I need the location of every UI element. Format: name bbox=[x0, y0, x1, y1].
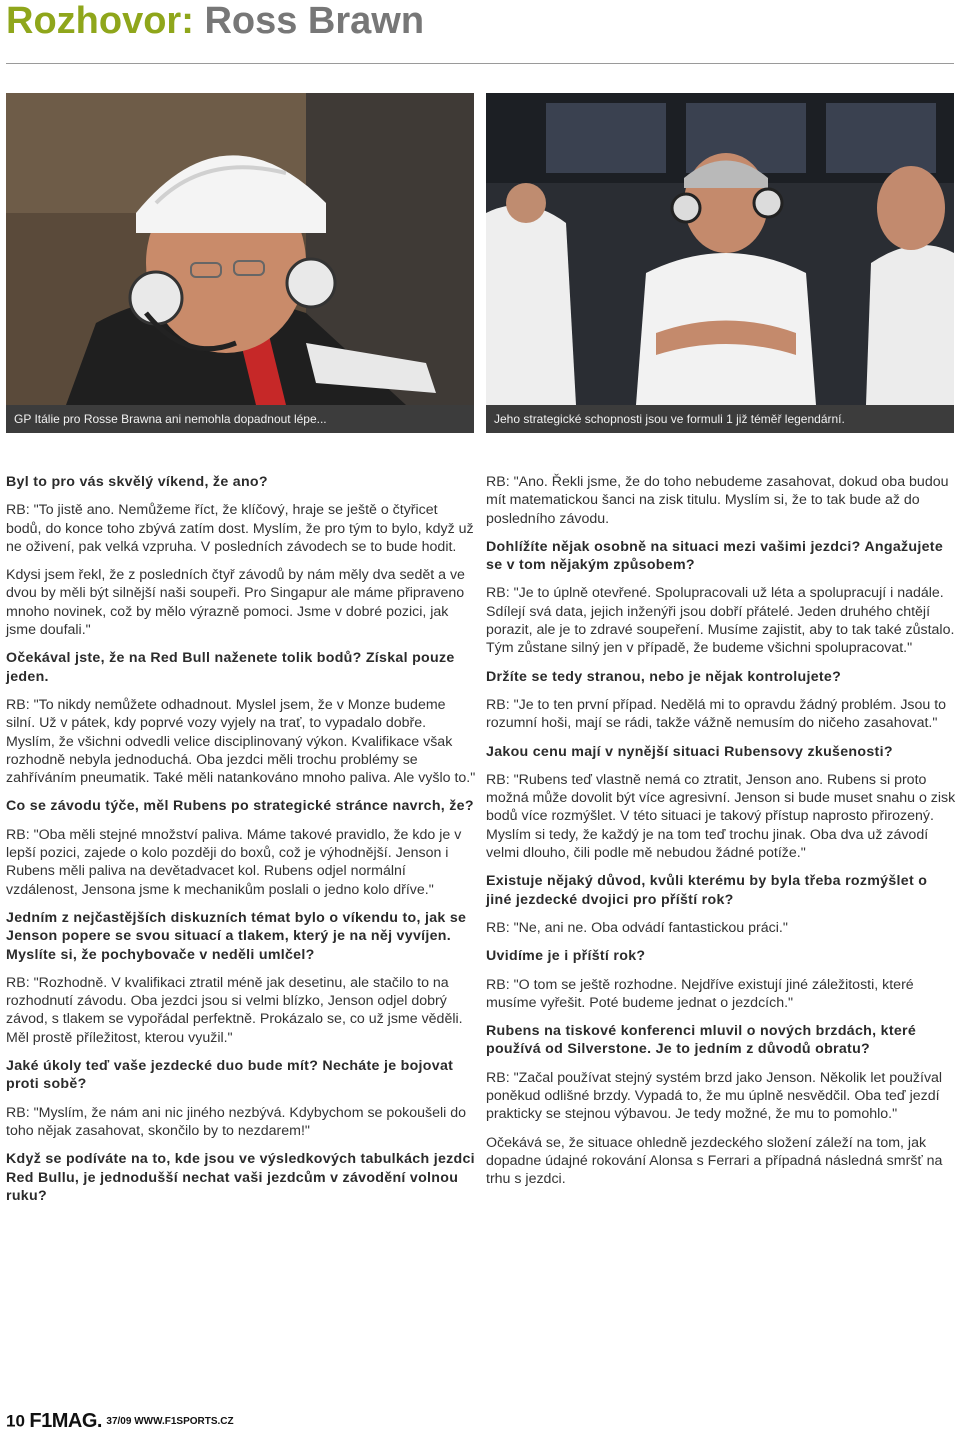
answer-paragraph: Očekává se, že situace ohledně jezdeckého složení záleží na tom, jak dopadne údajné rokování Alonsa s Ferrari a případná následná smršť na trhu s jezdci. bbox=[486, 1134, 943, 1188]
answer-paragraph: RB: "To nikdy nemůžete odhadnout. Myslel jsem, že v Monze budeme silní. Už v pátek, kdy poprvé vozy vyjely na trať, to vypadalo dobře. Myslím, že všichni odvedli velice disciplinovaný výkon. Kvalifikace však rozhodně nebyla jednoduchá. Oba jezdci měli trochu problémy se zahříváním pneumatik. Také měli natankováno mnoho paliva. Ale vyšlo to." bbox=[6, 696, 476, 787]
page-title bbox=[6, 0, 424, 46]
title-prefix: Rozhovor: bbox=[6, 0, 194, 42]
photo-right-caption: Jeho strategické schopnosti jsou ve formuli 1 již téměř legendární. bbox=[486, 405, 954, 433]
answer-paragraph: RB: "To jistě ano. Nemůžeme říct, že klíčový, hraje se ještě o čtyřicet bodů, do konce toho zbývá zatím dost. Myslím, že pro tým to bylo, když už ne oživení, pak velká vzpruha. V posledních závodech se to bude hodit. bbox=[6, 502, 474, 555]
title-rule bbox=[6, 63, 954, 64]
question-paragraph: Rubens na tiskové konferenci mluvil o nových brzdách, které používá od Silverstone. Je to jedním z důvodů obratu? bbox=[486, 1023, 917, 1058]
answer-paragraph: RB: "O tom se ještě rozhodne. Nejdříve existují jiné záležitosti, které musíme vyřešit. Poté budeme jednat o jezdcích." bbox=[486, 976, 914, 1011]
question-paragraph: Byl to pro vás skvělý víkend, že ano? bbox=[6, 474, 268, 490]
question-paragraph: Očekával jste, že na Red Bull naženete tolik bodů? Získal pouze jeden. bbox=[6, 650, 455, 685]
answer-paragraph: RB: "Rozhodně. V kvalifikaci ztratil méně jak desetinu, ale stačilo to na rozhodnutí závodu. Oba jezdci jsou si velmi blízko, Jenson odjel dobrý závod, s tlakem se vypořádal perfektně. Prokázalo se, co už jsme věděli. Měl prostě příležitost, kterou využil." bbox=[6, 974, 463, 1046]
page-number: 10 bbox=[6, 1411, 25, 1431]
pit-wall-image bbox=[486, 93, 954, 405]
question-paragraph: Jakou cenu mají v nynější situaci Rubensovy zkušenosti? bbox=[486, 743, 893, 760]
answer-paragraph: RB: "Začal používat stejný systém brzd jako Jenson. Několik let používal poněkud odlišné brzdy. Vypadá to, že mu úplně nesvědčil. Oba teď jezdí prakticky se stejnou výbavou. Je tedy možné, že mu to pomohlo." bbox=[486, 1069, 943, 1123]
issue-and-website: 37/09 WWW.F1SPORTS.CZ bbox=[106, 1416, 234, 1427]
photo-left bbox=[6, 93, 474, 433]
question-paragraph: Držíte se tedy stranou, nebo je nějak kontrolujete? bbox=[486, 668, 842, 685]
title-name: Ross Brawn bbox=[204, 0, 425, 42]
magazine-logo: F1MAG. bbox=[29, 1410, 102, 1432]
question-paragraph: Jaké úkoly teď vaše jezdecké duo bude mít? Necháte je bojovat proti sobě? bbox=[6, 1058, 454, 1093]
article-column-left bbox=[6, 473, 476, 1215]
question-paragraph: Dohlížíte nějak osobně na situaci mezi vašimi jezdci? Angažujete se v tom nějakým způsobem? bbox=[486, 538, 944, 574]
photo-right bbox=[486, 93, 954, 433]
question-paragraph: Když se podíváte na to, kde jsou ve výsledkových tabulkách jezdci Red Bullu, je jednodušší nechat vaši jezdcům v závodění volnou ruku? bbox=[6, 1151, 475, 1204]
question-paragraph: Jedním z nejčastějších diskuzních témat bylo o víkendu to, jak se Jenson popere se svou situací a tlakem, který je na něj vyvíjen. Myslíte si, že pochybovače v neděli umlčel? bbox=[6, 909, 467, 963]
answer-paragraph: RB: "Rubens teď vlastně nemá co ztratit, Jenson ano. Rubens si proto možná může dovolit být více agresivní. Jenson si bude muset snahu o zisk bodů více rozmýšlet. V této situaci je takový přístup naprosto přirozený. Myslím si tedy, že každý je na tom teď trochu jinak. Oba dva už závodí velmi dlouho, čili podle mě nebudou žádné potíže." bbox=[486, 771, 956, 862]
answer-paragraph: RB: "Ano. Řekli jsme, že do toho nebudeme zasahovat, dokud oba budou mít matematickou šanci na zisk titulu. Myslím si, že to tak bude až do posledního závodu. bbox=[486, 474, 949, 527]
brawn-portrait-image bbox=[6, 93, 474, 405]
page-footer bbox=[6, 1410, 234, 1434]
question-paragraph: Uvidíme je i příští rok? bbox=[486, 948, 646, 965]
answer-paragraph: RB: "Oba měli stejné množství paliva. Máme takové pravidlo, že kdo je v lepší pozici, zajede o kolo později do boxů, což je výhodnější. Jenson i Rubens měli paliva na devětadvacet kol. Rubens odjel normální vzdálenost, Jensona jsme k mechanikům poslali o jedno kolo dříve." bbox=[6, 826, 462, 898]
question-paragraph: Co se závodu týče, měl Rubens po strategické stránce navrch, že? bbox=[6, 798, 474, 815]
answer-paragraph: RB: "Je to ten první případ. Nedělá mi to opravdu žádný problém. Jsou to rozumní hoši, mají se rádi, takže vážně nemusím do ničeho zasahovat." bbox=[486, 696, 947, 732]
answer-paragraph: RB: "Je to úplně otevřené. Spolupracovali už léta a spolupracují i nadále. Sdílejí svá data, jejich inženýři jsou dobří přátelé. Jeden druhého chtějí porazit, ale je to zdravé soupeření. Musíme zajistit, aby to tak také zůstalo. Tým zůstane silný jen v případě, že budeme všichni spolupracovat." bbox=[486, 585, 955, 657]
photo-left-caption: GP Itálie pro Rosse Brawna ani nemohla dopadnout lépe... bbox=[6, 405, 474, 433]
answer-paragraph: RB: "Ne, ani ne. Oba odvádí fantastickou práci." bbox=[486, 919, 788, 936]
answer-paragraph: Kdysi jsem řekl, že z posledních čtyř závodů by nám měly dva sedět a ve dvou by měli být silnější naši soupeři. Pro Singapur ale máme připraveno mnoho novinek, což by mělo výrazně pomoci. Jsme v dobré pozici, jak jsme doufali." bbox=[6, 567, 465, 639]
answer-paragraph: RB: "Myslím, že nám ani nic jiného nezbývá. Kdybychom se pokoušeli do toho nějak zasahovat, skončilo by to nezdarem!" bbox=[6, 1104, 467, 1139]
question-paragraph: Existuje nějaký důvod, kvůli kterému by byla třeba rozmýšlet o jiné jezdecké dvojici pro příští rok? bbox=[486, 873, 928, 908]
article-column-right bbox=[486, 473, 956, 1199]
